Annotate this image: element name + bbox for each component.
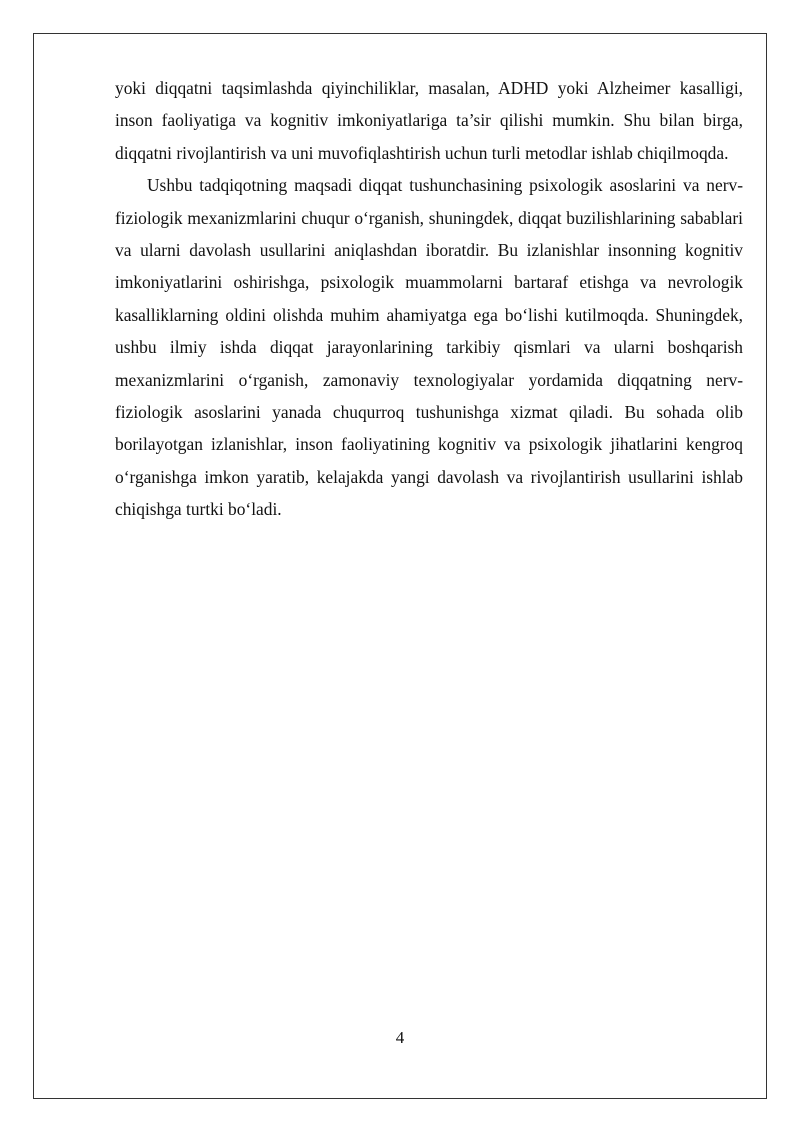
paragraph-continuation: yoki diqqatni taqsimlashda qiyinchiliklar, masalan, ADHD yoki Alzheimer kasalligi, inson faoliyatiga va kognitiv imkoniyatlariga ta’sir qilishi mumkin. Shu bilan birga, diqqatni rivojlantirish va uni muvofiqlashtirish uchun turli metodlar ishlab chiqilmoqda. — [115, 78, 743, 163]
page-number: 4 — [395, 1028, 405, 1047]
paragraph-research-aim: Ushbu tadqiqotning maqsadi diqqat tushunchasining psixologik asoslarini va nerv-fiziologik mexanizmlarini chuqur o‘rganish, shuningdek, diqqat buzilishlarining sabablari va ularni davolash usullarini aniqlashdan iboratdir. Bu izlanishlar insonning kognitiv imkoniyatlarini oshirishga, psixologik muammolarni bartaraf etishga va nevrologik kasalliklarning oldini olishda muhim ahamiyatga ega bo‘lishi kutilmoqda. Shuningdek, ushbu ilmiy ishda diqqat jarayonlarining tarkibiy qismlari va ularni boshqarish mexanizmlarini o‘rganish, zamonaviy texnologiyalar yordamida diqqatning nerv-fiziologik asoslarini yanada chuqurroq tushunishga xizmat qiladi. Bu sohada olib borilayotgan izlanishlar, inson faoliyatining kognitiv va psixologik jihatlarini kengroq o‘rganishga imkon yaratib, kelajakda yangi davolash va rivojlantirish usullarini ishlab chiqishga turtki bo‘ladi. — [115, 175, 743, 520]
body-text — [115, 72, 743, 526]
